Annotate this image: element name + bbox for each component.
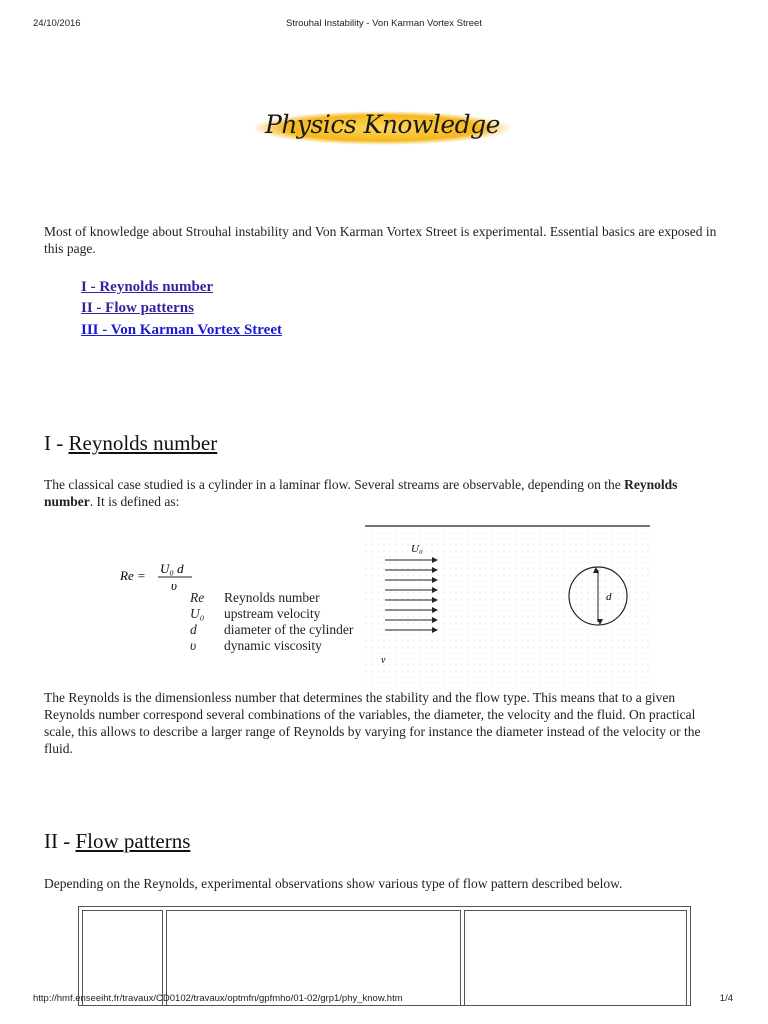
toc-link-vortex-street[interactable]: III - Von Karman Vortex Street	[81, 322, 282, 338]
reynolds-formula	[120, 560, 200, 597]
velocity-label: U₀	[411, 543, 423, 555]
cylinder-flow-diagram	[365, 520, 655, 685]
definition-row	[190, 606, 320, 622]
logo-text: Physics Knowledge	[265, 110, 500, 139]
definition-text: diameter of the cylinder	[224, 622, 354, 637]
reynolds-number-bold: Reynolds number	[44, 477, 678, 509]
definition-symbol: Re	[190, 590, 205, 605]
intro-paragraph: Most of knowledge about Strouhal instability and Von Karman Vortex Street is experimental. Essential basics are exposed in this page.	[44, 224, 717, 256]
definition-symbol: U₀	[190, 606, 205, 621]
text-span: . It is defined as:	[89, 494, 180, 509]
section-title: Flow patterns	[75, 829, 191, 853]
definition-row	[190, 590, 320, 606]
viscosity-label: ν	[381, 655, 386, 666]
reynolds-explanation-paragraph: The Reynolds is the dimensionless number that determines the stability and the flow type. This means that to a given Reynolds number correspond several combinations of the variables, the diameter, the velocity and the fluid. On practical scale, this allows to describe a larger range of Reynolds by varying for instance the diameter instead of the velocity or the fluid.	[44, 690, 701, 756]
toc-link-flow-patterns[interactable]: II - Flow patterns	[81, 300, 194, 316]
formula-denominator: υ	[171, 578, 177, 592]
footer-url: http://hmf.enseeiht.fr/travaux/CD0102/travaux/optmfn/gpfmho/01-02/grp1/phy_know.htm	[33, 993, 403, 1004]
definition-row	[190, 622, 353, 638]
section-title: Reynolds number	[68, 431, 218, 455]
definition-text: upstream velocity	[224, 606, 321, 621]
formula-numerator: U₀ d	[160, 561, 184, 576]
definition-symbol: d	[190, 622, 197, 637]
header-date: 24/10/2016	[33, 18, 81, 29]
formula-lhs: Re =	[120, 568, 146, 583]
physics-knowledge-logo	[250, 107, 515, 149]
reynolds-intro-paragraph	[44, 476, 724, 510]
section-prefix: I -	[44, 431, 69, 455]
diameter-label: d	[606, 591, 612, 603]
section-prefix: II -	[44, 829, 76, 853]
definition-text: Reynolds number	[224, 590, 320, 605]
toc-link-reynolds[interactable]: I - Reynolds number	[81, 279, 214, 295]
text-span: The classical case studied is a cylinder in a laminar flow. Several streams are observable, depending on the	[44, 477, 625, 492]
flow-patterns-paragraph: Depending on the Reynolds, experimental observations show various type of flow pattern described below.	[44, 876, 623, 891]
flow-pattern-table	[78, 906, 693, 1006]
section-heading-reynolds	[44, 431, 217, 456]
footer-page-number: 1/4	[719, 993, 733, 1004]
definition-text: dynamic viscosity	[224, 638, 322, 653]
formula-fraction	[120, 560, 200, 592]
section-heading-flow-patterns	[44, 829, 190, 854]
definition-symbol: υ	[190, 638, 197, 653]
definition-row	[190, 638, 322, 654]
header-title: Strouhal Instability - Von Karman Vortex Street	[286, 18, 482, 29]
